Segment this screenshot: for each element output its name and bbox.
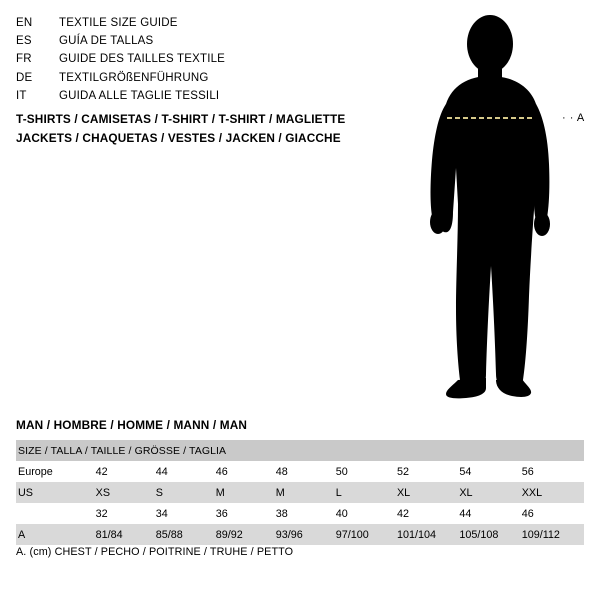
language-row: [16, 50, 346, 68]
row-label: Europe: [16, 461, 96, 482]
table-cell: XL: [459, 482, 521, 503]
table-cell: 109/112: [522, 524, 584, 545]
male-silhouette-figure: [390, 8, 600, 408]
language-code: IT: [16, 89, 27, 102]
table-cell: XS: [96, 482, 156, 503]
table-cell: 93/96: [276, 524, 336, 545]
language-code: DE: [16, 71, 33, 84]
table-cell: 81/84: [96, 524, 156, 545]
table-cell: 52: [397, 461, 459, 482]
measure-marker: · ·: [562, 112, 574, 124]
table-cell: XL: [397, 482, 459, 503]
table-cell: M: [276, 482, 336, 503]
measure-letter: A: [576, 112, 585, 124]
table-cell: M: [216, 482, 276, 503]
measure-label-a: [562, 112, 585, 124]
table-cell: 97/100: [336, 524, 397, 545]
table-cell: 34: [156, 503, 216, 524]
table-cell: 50: [336, 461, 397, 482]
language-text: GUIDA ALLE TAGLIE TESSILI: [59, 89, 220, 102]
table-cell: 36: [216, 503, 276, 524]
table-cell: 48: [276, 461, 336, 482]
table-row: [16, 503, 584, 524]
language-code: EN: [16, 17, 33, 29]
table-cell: 42: [96, 461, 156, 482]
table-row: [16, 482, 584, 503]
language-text: TEXTILGRÖßENFÜHRUNG: [59, 71, 209, 84]
table-cell: 42: [397, 503, 459, 524]
table-cell: 105/108: [459, 524, 521, 545]
table-cell: XXL: [522, 482, 584, 503]
table-cell: 54: [459, 461, 521, 482]
table-row: [16, 461, 584, 482]
language-text: GUIDE DES TAILLES TEXTILE: [59, 53, 226, 66]
language-text: GUÍA DE TALLAS: [59, 35, 154, 48]
language-code: ES: [16, 35, 32, 48]
table-cell: 46: [216, 461, 276, 482]
language-text: TEXTILE SIZE GUIDE: [59, 17, 178, 29]
table-cell: 38: [276, 503, 336, 524]
row-label: A: [16, 524, 96, 545]
category-jackets: JACKETS / CHAQUETAS / VESTES / JACKEN / GIACCHE: [16, 131, 341, 145]
table-cell: 44: [156, 461, 216, 482]
table-header-row: [16, 440, 584, 461]
language-row: [16, 87, 346, 105]
row-label: [16, 503, 96, 524]
table-section-title: MAN / HOMBRE / HOMME / MANN / MAN: [16, 418, 248, 432]
table-cell: 32: [96, 503, 156, 524]
language-code: FR: [16, 53, 32, 66]
row-label: US: [16, 482, 96, 503]
table-cell: 40: [336, 503, 397, 524]
category-headings: [16, 110, 416, 148]
table-cell: 89/92: [216, 524, 276, 545]
category-tshirts: T-SHIRTS / CAMISETAS / T-SHIRT / T-SHIRT / MAGLIETTE: [16, 112, 346, 126]
table-cell: L: [336, 482, 397, 503]
footnote: A. (cm) CHEST / PECHO / POITRINE / TRUHE / PETTO: [16, 546, 294, 558]
language-list: [16, 14, 346, 105]
table-header-label: SIZE / TALLA / TAILLE / GRÖSSE / TAGLIA: [16, 440, 584, 461]
table-cell: 101/104: [397, 524, 459, 545]
language-row: [16, 32, 346, 50]
table-row: [16, 524, 584, 545]
table-cell: 85/88: [156, 524, 216, 545]
language-row: [16, 14, 346, 32]
table-cell: 44: [459, 503, 521, 524]
size-table: [16, 440, 584, 545]
table-cell: 56: [522, 461, 584, 482]
language-row: [16, 69, 346, 87]
table-cell: 46: [522, 503, 584, 524]
silhouette-icon: [390, 8, 600, 408]
table-cell: S: [156, 482, 216, 503]
